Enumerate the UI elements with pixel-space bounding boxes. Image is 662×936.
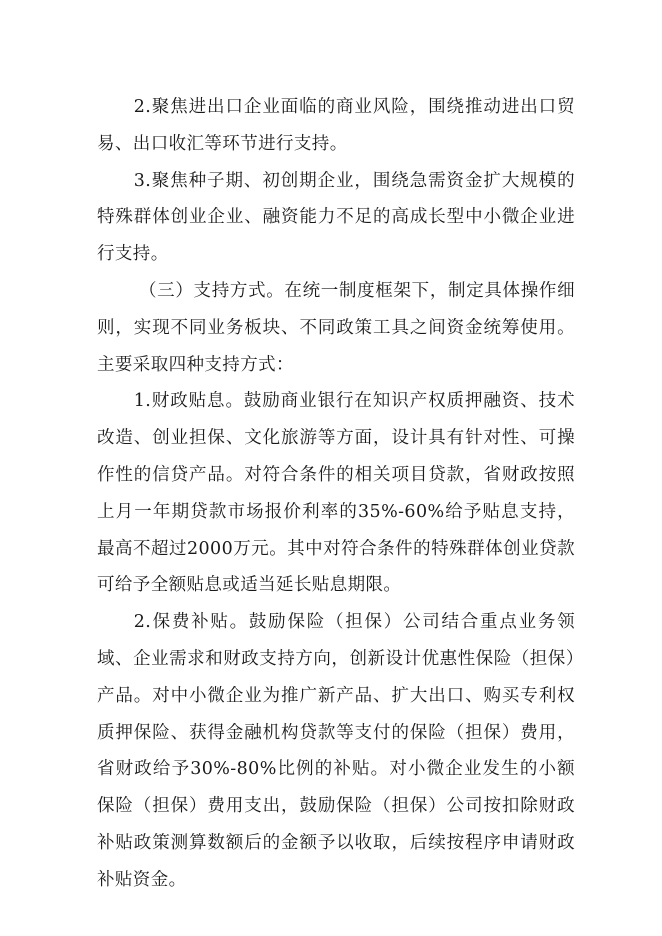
paragraph-support-methods: （三）支持方式。在统一制度框架下，制定具体操作细则，实现不同业务板块、不同政策工具之间资金统筹使用。主要采取四种支持方式：: [97, 280, 575, 375]
paragraph-premium-subsidy: 2.保费补贴。鼓励保险（担保）公司结合重点业务领域、企业需求和财政支持方向，创新设计优惠性保险（担保）产品。对中小微企业为推广新产品、扩大出口、购买专利权质押保险、获得金融机构贷款等支付的保险（担保）费用，省财政给予30%-80%比例的补贴。对小微企业发生的小额保险（担保）费用支出，鼓励保险（担保）公司按扣除财政补贴政策测算数额后的金额予以收取，后续按程序申请财政补贴资金。: [97, 612, 575, 890]
paragraph-import-export-risk: 2.聚焦进出口企业面临的商业风险，围绕推动进出口贸易、出口收汇等环节进行支持。: [97, 97, 575, 154]
paragraph-seed-stage-enterprises: 3.聚焦种子期、初创期企业，围绕急需资金扩大规模的特殊群体创业企业、融资能力不足的高成长型中小微企业进行支持。: [97, 170, 575, 265]
paragraph-fiscal-interest-subsidy: 1.财政贴息。鼓励商业银行在知识产权质押融资、技术改造、创业担保、文化旅游等方面，设计具有针对性、可操作性的信贷产品。对符合条件的相关项目贷款，省财政按照上月一年期贷款市场报价利率的35%-60%给予贴息支持，最高不超过2000万元。其中对符合条件的特殊群体创业贷款可给予全额贴息或适当延长贴息期限。: [97, 391, 575, 596]
document-body: [97, 89, 575, 899]
